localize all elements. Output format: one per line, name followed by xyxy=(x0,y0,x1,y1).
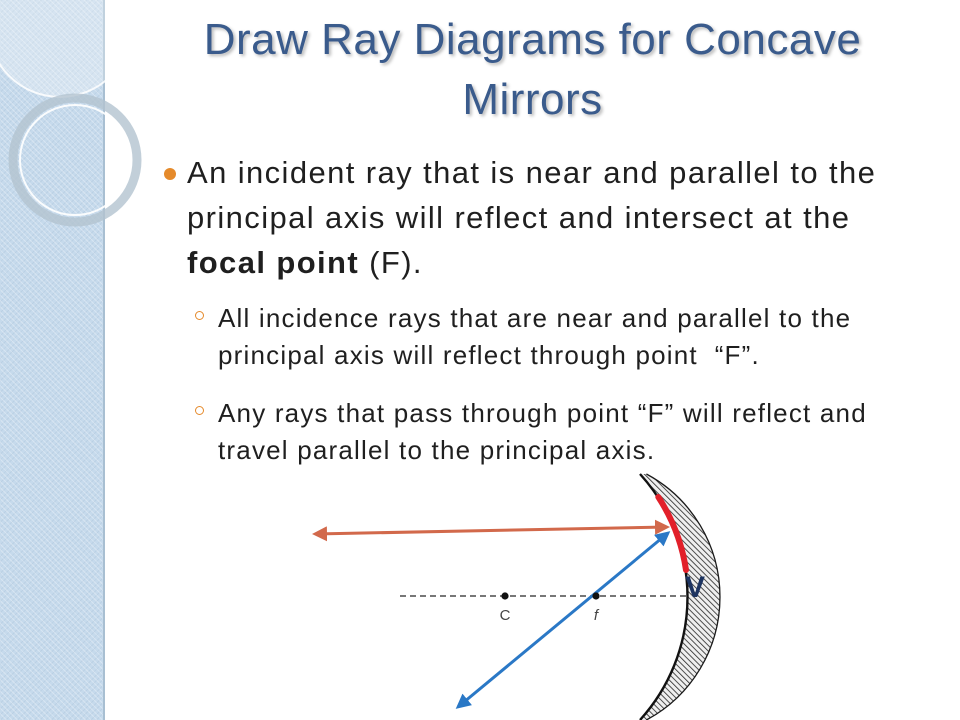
decorative-ring-outer xyxy=(13,98,137,222)
bullet-line: An incident ray that is near and parallel to the xyxy=(187,155,877,190)
bullet-line xyxy=(187,240,876,285)
reflected-ray xyxy=(315,527,667,534)
sub-bullet-line: All incidence rays that are near and parallel to the xyxy=(218,303,852,333)
incident-ray xyxy=(458,533,668,707)
bullet-icon xyxy=(164,168,176,180)
sub-bullet-line: travel parallel to the principal axis. xyxy=(218,435,656,465)
focal-point-label: f xyxy=(593,607,599,624)
sub-bullet-1 xyxy=(218,300,851,374)
focal-point-dot xyxy=(592,592,599,599)
decorative-circle-large xyxy=(0,0,132,97)
focal-point-term: focal point xyxy=(187,245,360,280)
sub-bullet-icon xyxy=(195,406,204,415)
sub-bullet-2 xyxy=(218,395,867,469)
center-of-curvature-point xyxy=(501,592,508,599)
mirror-backing xyxy=(640,474,720,720)
bullet-line: principal axis will reflect and intersect at the xyxy=(187,200,851,235)
sub-bullet-line: Any rays that pass through point “F” will reflect and xyxy=(218,398,867,428)
ray-diagram xyxy=(300,470,760,720)
slide-title: Draw Ray Diagrams for Concave Mirrors xyxy=(203,15,862,124)
bullet-line-tail: (F). xyxy=(359,245,423,280)
sub-bullet-icon xyxy=(195,311,204,320)
decorative-ring-inner xyxy=(20,105,130,215)
center-of-curvature-label: C xyxy=(499,607,511,624)
main-bullet xyxy=(187,150,876,285)
vertex-label: V xyxy=(684,571,706,604)
sub-bullet-line: principal axis will reflect through point “F”. xyxy=(218,340,760,370)
